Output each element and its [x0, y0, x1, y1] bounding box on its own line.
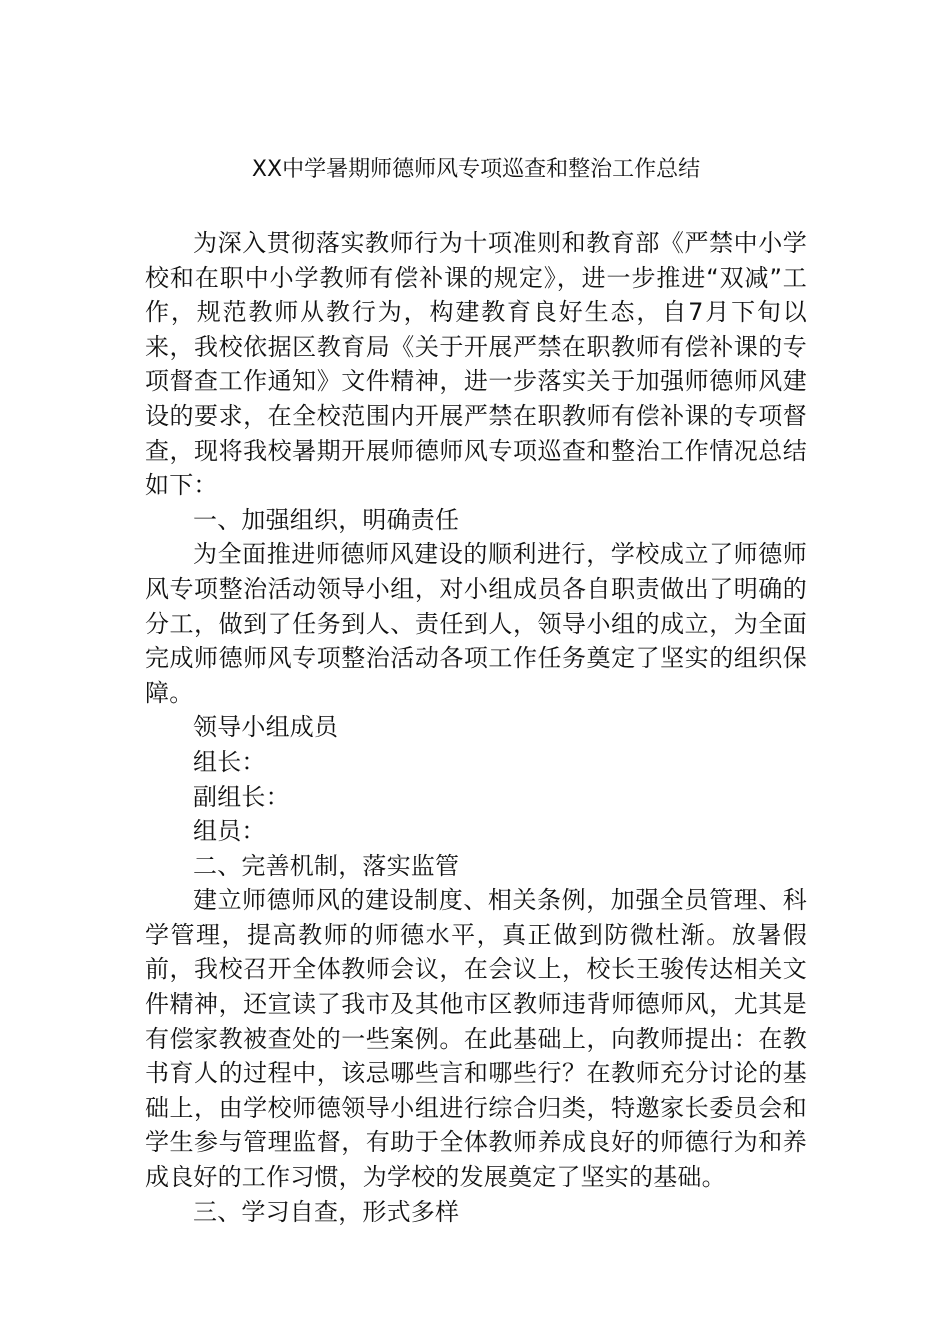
document-title: XX中学暑期师德师风专项巡查和整治工作总结 [251, 157, 701, 182]
group-leader-line: 组长： [193, 747, 266, 776]
group-members-line: 组员： [193, 817, 266, 846]
section-heading-3: 三、学习自查，形式多样 [193, 1197, 460, 1226]
intro-paragraph: 为深入贯彻落实教师行为十项准则和教育部《严禁中小学校和在职中小学教师有偿补课的规定》，进一步推进“双减”工作，规范教师从教行为，构建教育良好生态，自7月下旬以来，我校依据区教育局《关于开展严禁在职教师有偿补课的专项督查工作通知》文件精神，进一步落实关于加强师德师风建设的要求，在全校范围内开展严禁在职教师有偿补课的专项督查，现将我校暑期开展师德师风专项巡查和整治工作情况总结如下： [145, 229, 807, 500]
deputy-leader-line: 副组长： [193, 782, 290, 811]
section-heading-2: 二、完善机制，落实监管 [193, 851, 460, 880]
body-paragraph: 为全面推进师德师风建设的顺利进行，学校成立了师德师风专项整治活动领导小组，对小组成员各自职责做出了明确的分工，做到了任务到人、责任到人，领导小组的成立，为全面完成师德师风专项整治活动各项工作任务奠定了坚实的组织保障。 [145, 540, 807, 707]
section-heading-1: 一、加强组织，明确责任 [193, 505, 460, 534]
document-page [145, 150, 807, 1229]
body-paragraph: 建立师德师风的建设制度、相关条例，加强全员管理、科学管理，提高教师的师德水平，真正做到防微杜渐。放暑假前，我校召开全体教师会议，在会议上，校长王骏传达相关文件精神，还宣读了我市及其他市区教师违背师德师风，尤其是有偿家教被查处的一些案例。在此基础上，向教师提出：在教书育人的过程中，该忌哪些言和哪些行？在教师充分讨论的基础上，由学校师德领导小组进行综合归类，特邀家长委员会和学生参与管理监督，有助于全体教师养成良好的师德行为和养成良好的工作习惯，为学校的发展奠定了坚实的基础。 [145, 886, 807, 1192]
leadership-group-label: 领导小组成员 [193, 713, 339, 742]
